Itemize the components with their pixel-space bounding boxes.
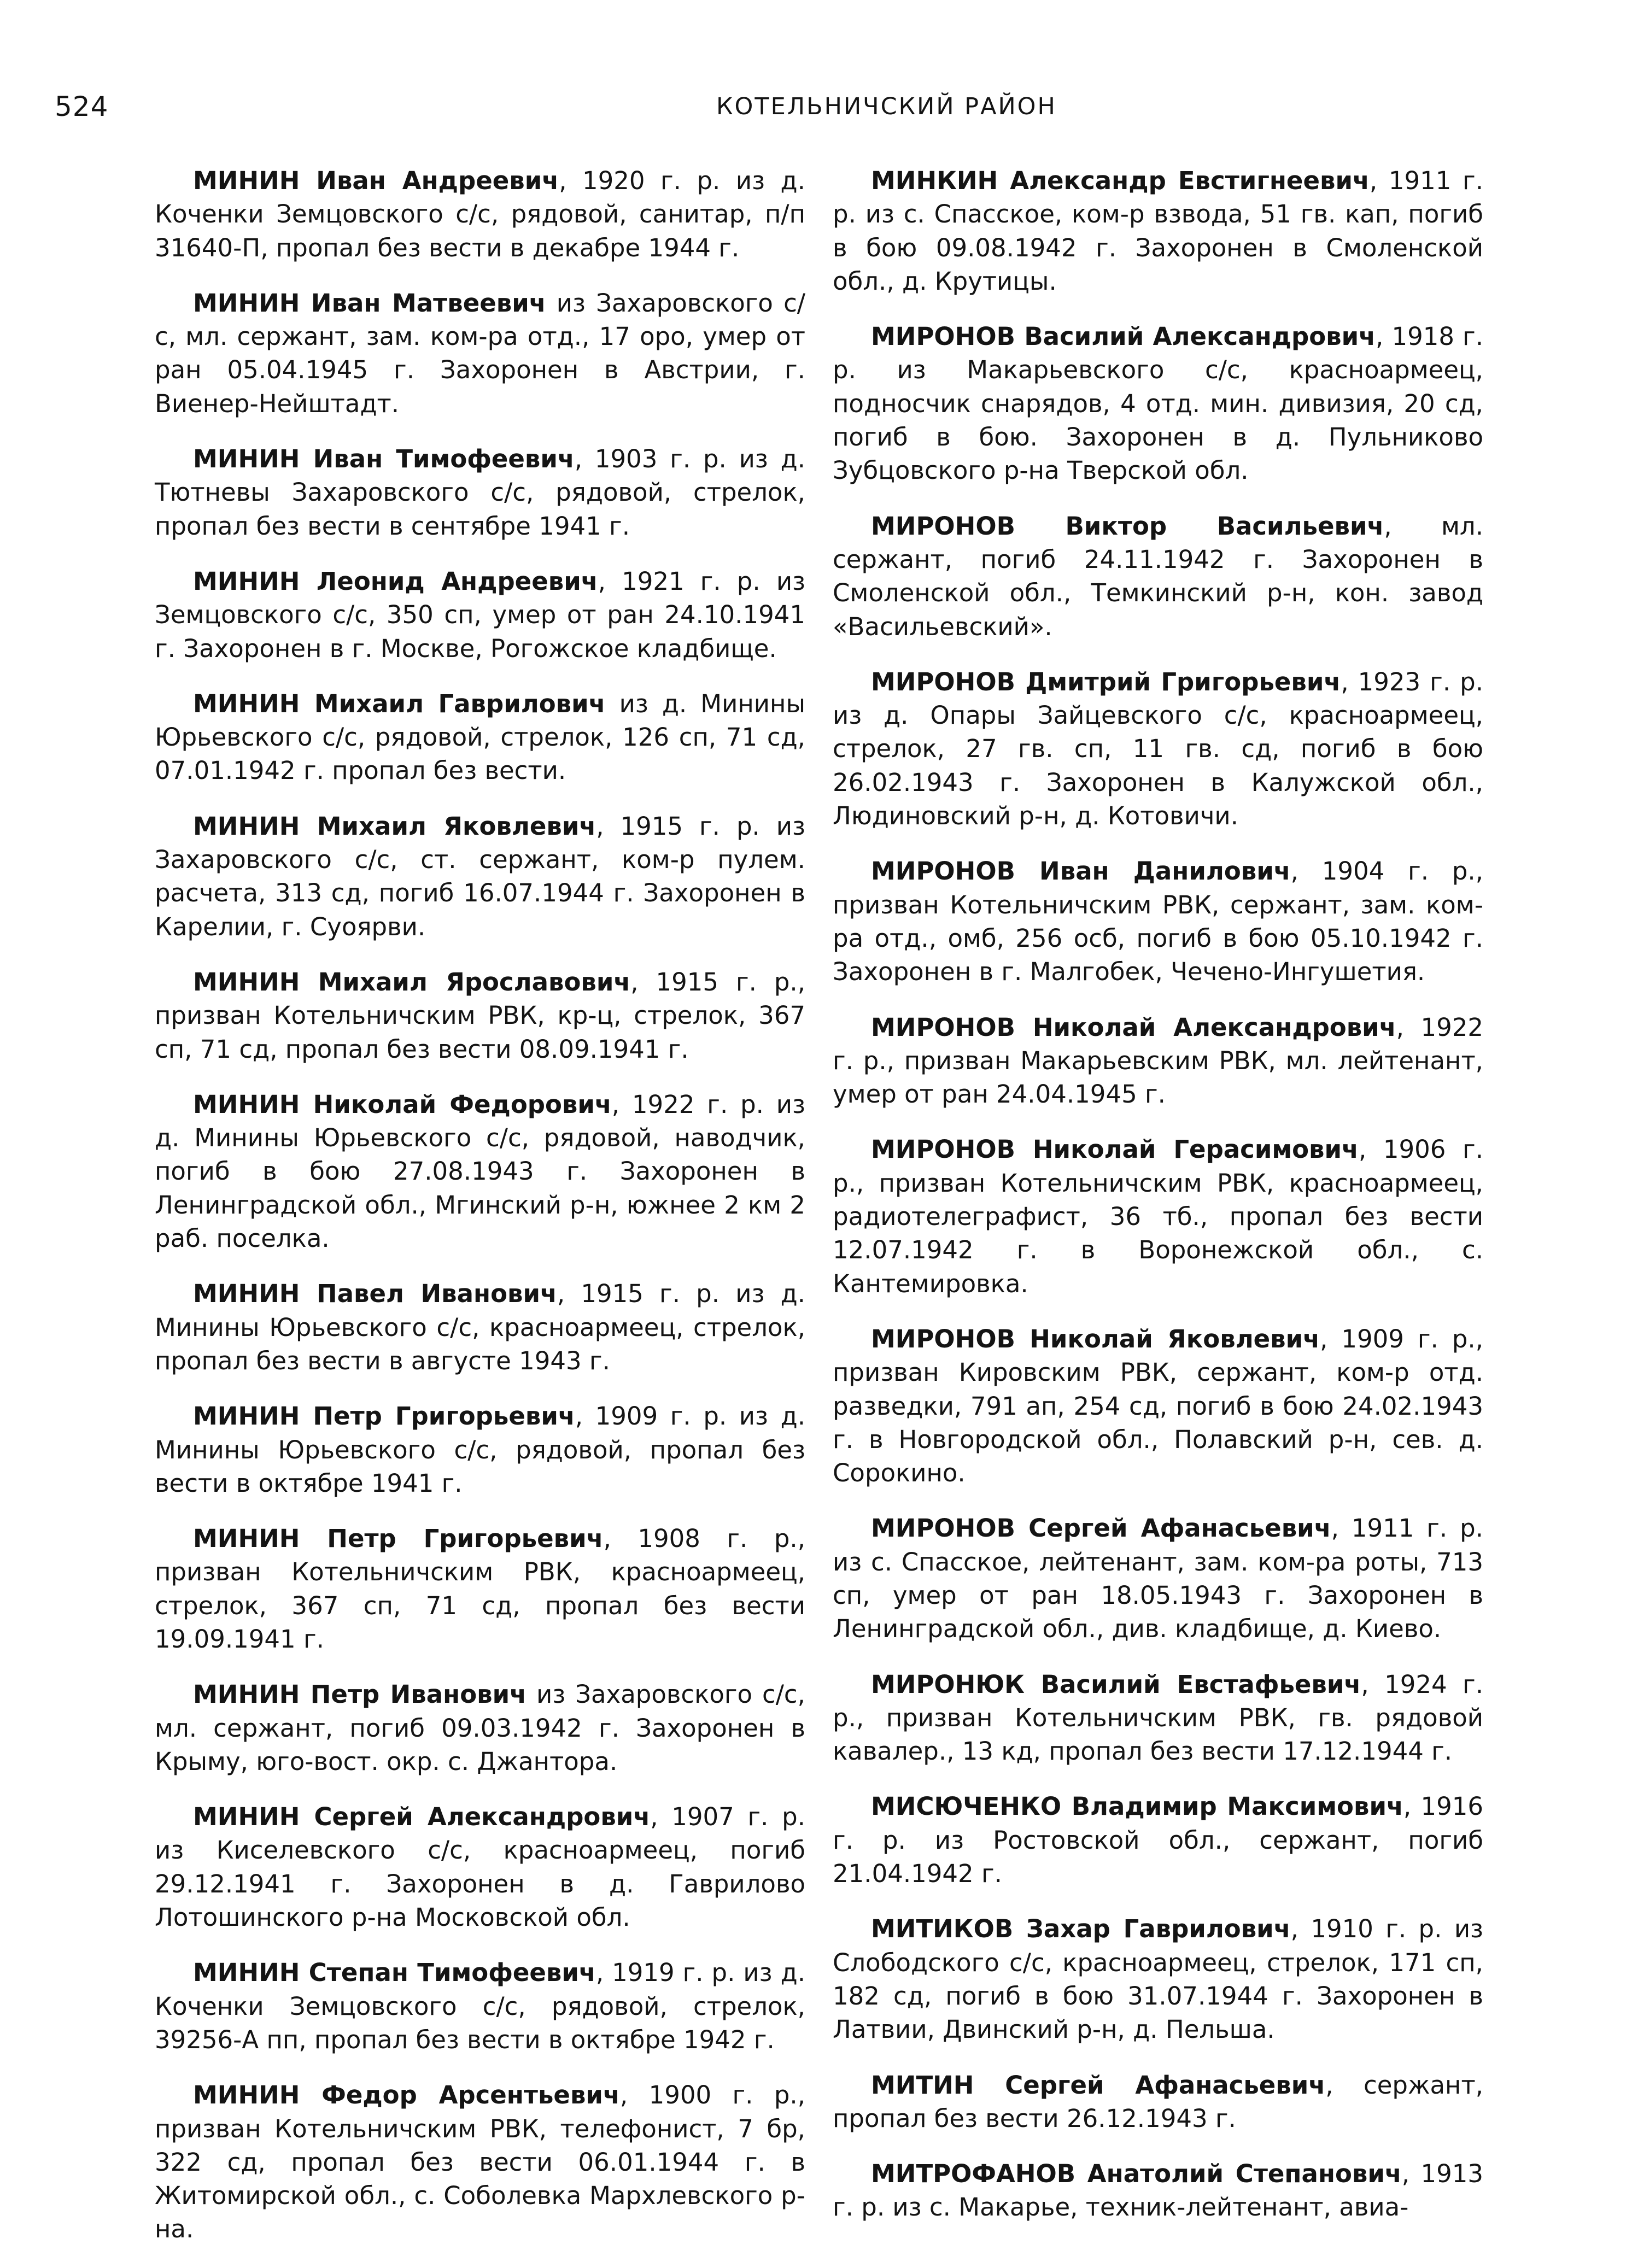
entry-name: МИНИН Павел Иванович xyxy=(193,1279,557,1309)
list-item xyxy=(833,665,1483,833)
entry-name: МИНИН Федор Арсентьевич xyxy=(193,2081,620,2110)
left-column xyxy=(155,164,805,2268)
entry-name: МИРОНОВ Иван Данилович xyxy=(871,857,1291,886)
entry-name: МИТИКОВ Захар Гаврилович xyxy=(871,1914,1291,1944)
entry-details: , 1911 г. р. из с. Спасское, лейтенант, зам. ком-ра роты, 713 сп, умер от ран 18.05.1943 г. Захоронен в Ленинградской обл., див. кладбище, д. Киево. xyxy=(833,1514,1483,1644)
entry-details: , 1915 г. р., призван Котельничским РВК, кр-ц, стрелок, 367 сп, 71 сд, пропал без вести 08.09.1941 г. xyxy=(155,967,806,1064)
entry-details: , 1907 г. р. из Киселевского с/с, красноармеец, погиб 29.12.1941 г. Захоронен в д. Гаврилово Лотошинского р-на Московской обл. xyxy=(155,1802,805,1932)
entry-details: , 1923 г. р. из д. Опары Зайцевского с/с, красноармеец, стрелок, 27 гв. сп, 11 гв. сд, погиб в бою 26.02.1943 г. Захоронен в Калужской обл., Людиновский р-н, д. Котовичи. xyxy=(833,667,1484,831)
entry-name: МИНИН Николай Федорович xyxy=(193,1089,612,1119)
entry-details: , 1922 г. р. из д. Минины Юрьевского с/с, рядовой, наводчик, погиб в бою 27.08.1943 г. Захоронен в Ленинградской обл., Мгинский р-н, южнее 2 км 2 раб. поселка. xyxy=(155,1089,805,1253)
list-item xyxy=(155,1800,805,1934)
entry-name: МИРОНОВ Дмитрий Григорьевич xyxy=(871,667,1341,696)
entry-name: МИРОНОВ Василий Александрович xyxy=(871,322,1376,351)
list-item xyxy=(833,1133,1483,1300)
entry-details: из д. Минины Юрьевского с/с, рядовой, стрелок, 126 сп, 71 сд, 07.01.1942 г. пропал без вести. xyxy=(155,689,805,786)
list-item xyxy=(833,1912,1483,2046)
list-item xyxy=(833,1322,1483,1490)
list-item xyxy=(833,2068,1483,2136)
list-item xyxy=(155,442,805,543)
entry-name: МИНИН Иван Матвеевич xyxy=(193,288,546,318)
entry-details: , 1911 г. р. из с. Спасское, ком-р взвода, 51 гв. кап, погиб в бою 09.08.1942 г. Захоронен в Смоленской обл., д. Крутицы. xyxy=(833,166,1483,296)
list-item xyxy=(155,687,805,788)
entry-name: МИРОНОВ Виктор Васильевич xyxy=(871,511,1384,541)
list-item xyxy=(155,1277,805,1378)
entry-name: МИТРОФАНОВ Анатолий Степанович xyxy=(871,2159,1402,2189)
entry-details: , мл. сержант, погиб 24.11.1942 г. Захоронен в Смоленской обл., Темкинский р-н, кон. завод «Васильевский». xyxy=(833,511,1483,641)
entry-details: , сержант, пропал без вести 26.12.1943 г. xyxy=(833,2070,1483,2133)
list-item xyxy=(155,1399,805,1500)
entry-name: МИНИН Иван Андреевич xyxy=(193,166,559,195)
page-header xyxy=(55,87,1498,126)
list-item xyxy=(155,965,805,1066)
entry-details: , 1919 г. р. из д. Коченки Земцовского с/с, рядовой, стрелок, 39256-А пп, пропал без вести в октябре 1942 г. xyxy=(155,1958,805,2054)
list-item xyxy=(833,320,1483,487)
entry-name: МИРОНЮК Василий Евстафьевич xyxy=(871,1669,1361,1699)
entry-details: , 1915 г. р. из Захаровского с/с, ст. сержант, ком-р пулем. расчета, 313 сд, погиб 16.07.1944 г. Захоронен в Карелии, г. Суоярви. xyxy=(155,811,805,941)
entry-name: МИНИН Петр Иванович xyxy=(193,1680,527,1709)
entry-details: , 1900 г. р., призван Котельничским РВК, телефонист, 7 бр, 322 сд, пропал без вести 06.01.1944 г. в Житомирской обл., с. Соболевка Мархлевского р-на. xyxy=(155,2081,806,2244)
entry-name: МИНИН Михаил Гаврилович xyxy=(193,689,606,718)
entry-name: МИНИН Леонид Андреевич xyxy=(193,566,598,596)
page-number: 524 xyxy=(55,91,109,122)
entry-name: МИНИН Иван Тимофеевич xyxy=(193,444,575,474)
entry-details: , 1920 г. р. из д. Коченки Земцовского с/с, рядовой, санитар, п/п 31640-П, пропал без вести в декабре 1944 г. xyxy=(155,166,805,262)
entry-details: , 1909 г. р. из д. Минины Юрьевского с/с, рядовой, пропал без вести в октябре 1941 г. xyxy=(155,1402,805,1498)
list-item xyxy=(833,1668,1483,1768)
entry-details: , 1918 г. р. из Макарьевского с/с, красноармеец, подносчик снарядов, 4 отд. мин. дивизия, 20 сд, погиб в бою. Захоронен в д. Пульниково Зубцовского р-на Тверской обл. xyxy=(833,322,1483,485)
entry-details: , 1904 г. р., призван Котельничским РВК, сержант, зам. ком-ра отд., омб, 256 осб, погиб в бою 05.10.1942 г. Захоронен в г. Малгобек, Чечено-Ингушетия. xyxy=(833,857,1483,987)
entry-details: , 1915 г. р. из д. Минины Юрьевского с/с, красноармеец, стрелок, пропал без вести в августе 1943 г. xyxy=(155,1279,805,1375)
entry-details: , 1903 г. р. из д. Тютневы Захаровского с/с, рядовой, стрелок, пропал без вести в сентябре 1941 г. xyxy=(155,444,805,541)
list-item xyxy=(155,1956,805,2056)
text-columns xyxy=(155,164,1484,2244)
entry-details: , 1922 г. р., призван Макарьевским РВК, мл. лейтенант, умер от ран 24.04.1945 г. xyxy=(833,1012,1483,1109)
list-item xyxy=(155,2078,805,2246)
entry-name: МИРОНОВ Николай Александрович xyxy=(871,1012,1396,1042)
list-item xyxy=(833,1790,1483,1890)
entry-name: МИНИН Петр Григорьевич xyxy=(193,1524,604,1554)
list-item xyxy=(155,1522,805,1656)
entry-name: МИТИН Сергей Афанасьевич xyxy=(871,2070,1326,2100)
entry-name: МИРОНОВ Николай Герасимович xyxy=(871,1135,1359,1164)
entry-details: , 1916 г. р. из Ростовской обл., сержант, погиб 21.04.1942 г. xyxy=(833,1792,1483,1889)
entry-details: , 1921 г. р. из Земцовского с/с, 350 сп, умер от ран 24.10.1941 г. Захоронен в г. Москве, Рогожское кладбище. xyxy=(155,566,805,663)
entry-name: МИРОНОВ Сергей Афанасьевич xyxy=(871,1514,1331,1543)
list-item xyxy=(155,1088,805,1255)
entry-name: МИНИН Петр Григорьевич xyxy=(193,1402,575,1431)
entry-details: , 1913 г. р. из с. Макарье, техник-лейтенант, авиа- xyxy=(833,2159,1483,2222)
list-item xyxy=(155,810,805,943)
list-item xyxy=(833,2157,1483,2224)
entry-name: МИРОНОВ Николай Яковлевич xyxy=(871,1324,1320,1353)
entry-name: МИНКИН Александр Евстигнеевич xyxy=(871,166,1370,195)
entry-name: МИСЮЧЕНКО Владимир Максимович xyxy=(871,1792,1403,1821)
entry-details: , 1908 г. р., призван Котельничским РВК, красноармеец, стрелок, 367 сп, 71 сд, пропал без вести 19.09.1941 г. xyxy=(155,1524,806,1654)
entry-name: МИНИН Сергей Александрович xyxy=(193,1802,651,1832)
entry-details: , 1909 г. р., призван Кировским РВК, сержант, ком-р отд. разведки, 791 ап, 254 сд, погиб в бою 24.02.1943 г. в Новгородской обл., Полавский р-н, сев. д. Сорокино. xyxy=(833,1324,1483,1488)
entry-name: МИНИН Степан Тимофеевич xyxy=(193,1958,596,1988)
right-column xyxy=(833,164,1483,2246)
entry-name: МИНИН Михаил Ярославович xyxy=(193,967,631,997)
list-item xyxy=(155,1678,805,1778)
entry-details: из Захаровского с/с, мл. сержант, зам. ком-ра отд., 17 оро, умер от ран 05.04.1945 г. Захоронен в Австрии, г. Виенер-Нейштадт. xyxy=(155,288,805,418)
list-item xyxy=(833,854,1483,988)
list-item xyxy=(833,1011,1483,1111)
entry-details: из Захаровского с/с, мл. сержант, погиб 09.03.1942 г. Захоронен в Крыму, юго-вост. окр. с. Джантора. xyxy=(155,1680,805,1776)
running-head: КОТЕЛЬНИЧСКИЙ РАЙОН xyxy=(716,93,1057,120)
list-item xyxy=(833,1511,1483,1645)
entry-details: , 1906 г. р., призван Котельничским РВК, красноармеец, радиотелеграфист, 36 тб., пропал без вести 12.07.1942 г. в Воронежской обл., с. Кантемировка. xyxy=(833,1135,1483,1298)
entry-details: , 1924 г. р., призван Котельничским РВК, гв. рядовой кавалер., 13 кд, пропал без вести 17.12.1944 г. xyxy=(833,1669,1483,1766)
entry-name: МИНИН Михаил Яковлевич xyxy=(193,811,596,841)
list-item xyxy=(155,164,805,265)
entry-details: , 1910 г. р. из Слободского с/с, красноармеец, стрелок, 171 сп, 182 сд, погиб в бою 31.07.1944 г. Захоронен в Латвии, Двинский р-н, д. Пельша. xyxy=(833,1914,1483,2044)
list-item xyxy=(833,509,1483,643)
list-item xyxy=(155,286,805,420)
list-item xyxy=(833,164,1483,298)
list-item xyxy=(155,565,805,665)
